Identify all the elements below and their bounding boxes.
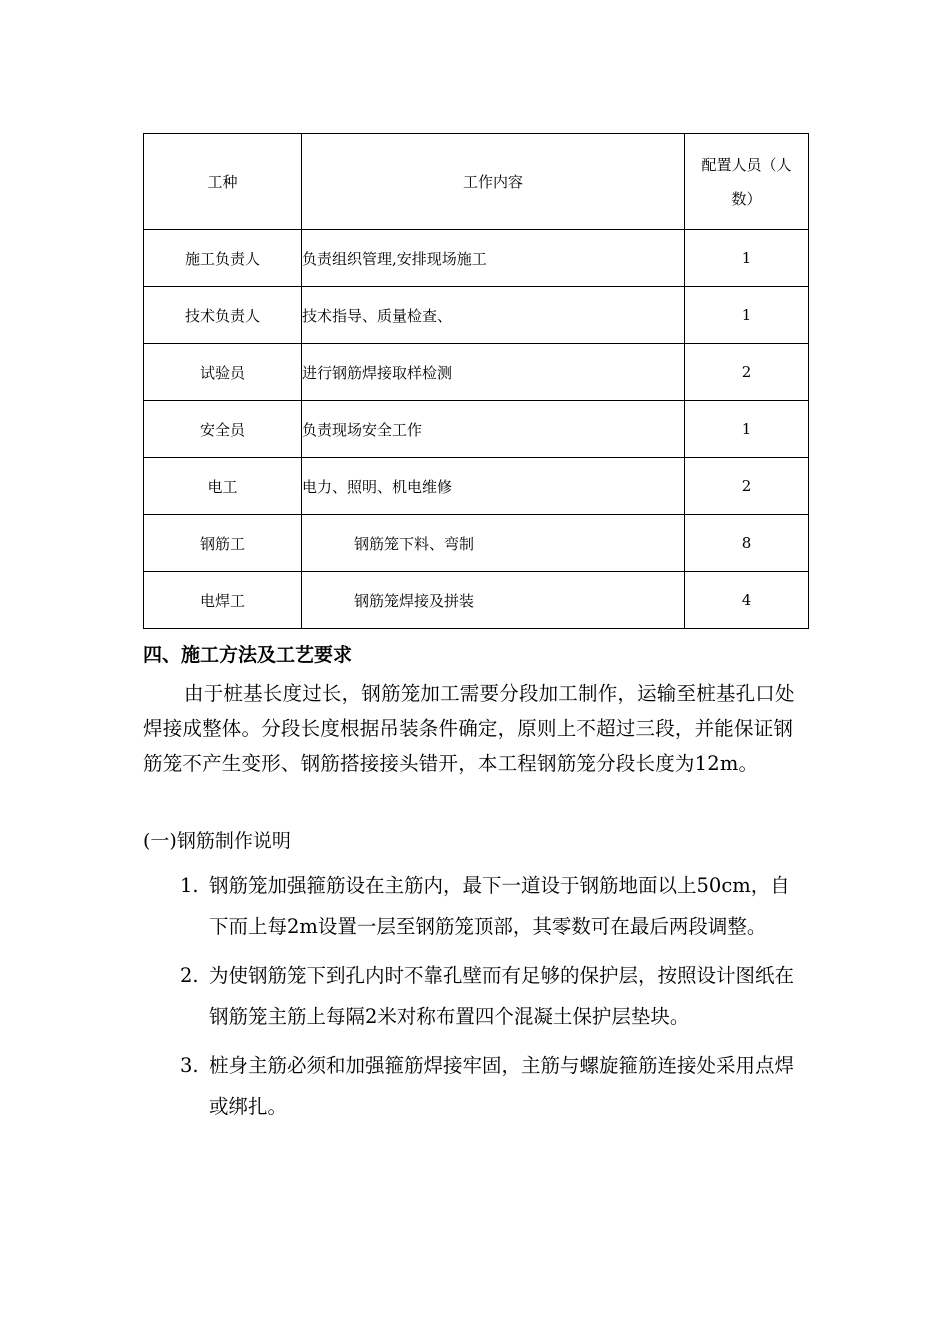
count-cell: 1 [685, 230, 809, 287]
subsection-title: (一)钢筋制作说明 [143, 830, 291, 852]
list-item-text: 钢筋笼加强箍筋设在主筋内，最下一道设于钢筋地面以上50cm，自下而上每2m设置一层至钢筋笼顶部，其零数可在最后两段调整。 [209, 874, 790, 938]
list-item [180, 955, 808, 1037]
count-cell: 1 [685, 287, 809, 344]
list-item-text: 为使钢筋笼下到孔内时不靠孔壁而有足够的保护层，按照设计图纸在钢筋笼主筋上每隔2米对称布置四个混凝土保护层垫块。 [209, 964, 795, 1028]
role-cell: 电焊工 [144, 572, 302, 629]
section-title: 四、施工方法及工艺要求 [143, 644, 353, 666]
count-cell: 8 [685, 515, 809, 572]
content-cell: 进行钢筋焊接取样检测 [302, 344, 685, 401]
list-item-number: 2. [180, 964, 199, 987]
role-cell: 电工 [144, 458, 302, 515]
list-item [180, 865, 808, 947]
count-cell: 4 [685, 572, 809, 629]
section-paragraph: 由于桩基长度过长，钢筋笼加工需要分段加工制作，运输至桩基孔口处焊接成整体。分段长度根据吊装条件确定，原则上不超过三段，并能保证钢筋笼不产生变形、钢筋搭接接头错开，本工程钢筋笼分段长度为12m。 [143, 682, 795, 775]
role-cell: 试验员 [144, 344, 302, 401]
list-item [180, 1045, 808, 1127]
count-cell: 2 [685, 458, 809, 515]
table-row [144, 287, 809, 344]
table-row [144, 458, 809, 515]
header-count-line-1: 配置人员（人 [701, 155, 792, 174]
table-row [144, 344, 809, 401]
staffing-table [143, 133, 809, 629]
table-header-row [144, 134, 809, 230]
count-cell: 1 [685, 401, 809, 458]
header-content: 工作内容 [302, 134, 685, 230]
content-cell: 技术指导、质量检查、 [302, 287, 685, 344]
list-item-text: 桩身主筋必须和加强箍筋焊接牢固，主筋与螺旋箍筋连接处采用点焊或绑扎。 [209, 1054, 795, 1118]
role-cell: 钢筋工 [144, 515, 302, 572]
header-count-line-2: 数） [731, 189, 762, 208]
content-cell: 负责组织管理,安排现场施工 [302, 230, 685, 287]
role-cell: 施工负责人 [144, 230, 302, 287]
header-role: 工种 [144, 134, 302, 230]
instruction-list [180, 865, 808, 1135]
table-row [144, 572, 809, 629]
role-cell: 安全员 [144, 401, 302, 458]
header-count [685, 134, 809, 230]
content-cell: 钢筋笼焊接及拼装 [302, 572, 685, 629]
table-row [144, 230, 809, 287]
table-row [144, 515, 809, 572]
count-cell: 2 [685, 344, 809, 401]
table-row [144, 401, 809, 458]
content-cell: 钢筋笼下料、弯制 [302, 515, 685, 572]
content-cell: 负责现场安全工作 [302, 401, 685, 458]
list-item-number: 1. [180, 874, 199, 897]
role-cell: 技术负责人 [144, 287, 302, 344]
list-item-number: 3. [180, 1054, 199, 1077]
content-cell: 电力、照明、机电维修 [302, 458, 685, 515]
